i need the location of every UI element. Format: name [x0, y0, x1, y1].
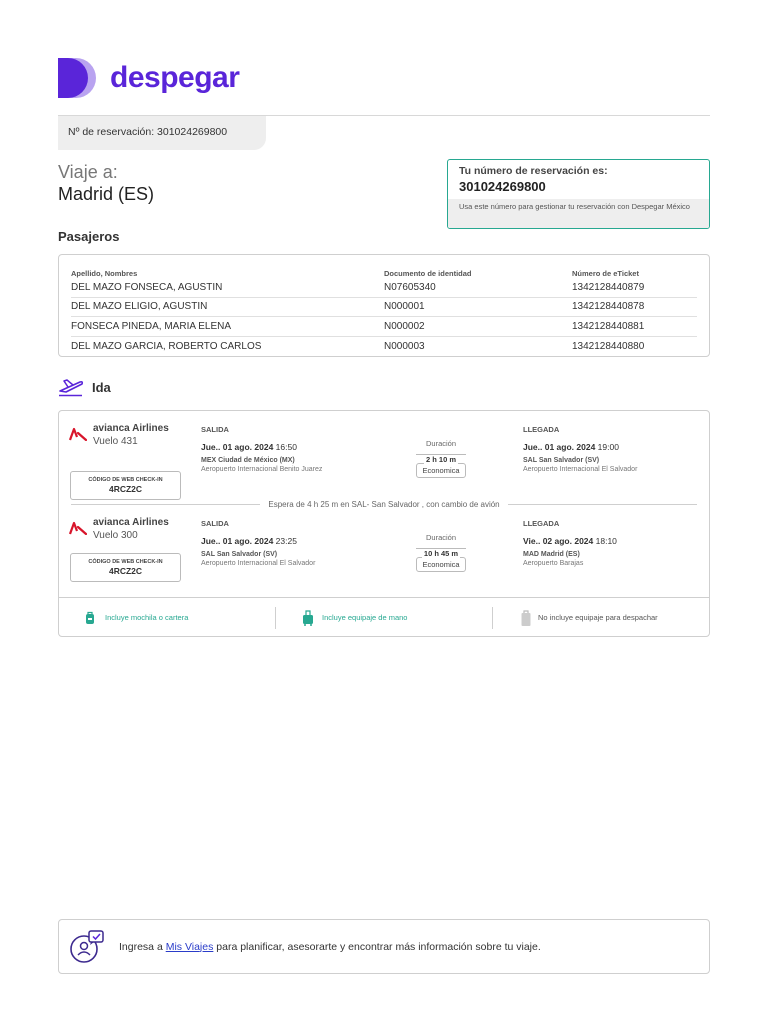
checkin-code-box	[70, 553, 181, 582]
passengers-title: Pasajeros	[58, 229, 120, 244]
arrival-column	[523, 519, 617, 567]
header-eticket: Número de eTicket	[572, 269, 639, 278]
airline-block	[69, 517, 169, 541]
arrival-airport: Aeropuerto Internacional El Salvador	[523, 466, 638, 473]
departure-column	[201, 425, 322, 473]
departure-airport: Aeropuerto Internacional El Salvador	[201, 560, 316, 567]
backpack-icon	[85, 611, 95, 624]
passengers-table	[58, 254, 710, 357]
baggage-item-carry-on	[276, 598, 492, 638]
checked-bag-icon	[521, 610, 531, 626]
departure-time: 16:50	[275, 442, 297, 452]
footer-prefix: Ingresa a	[119, 940, 166, 953]
passenger-document: N000002	[384, 320, 425, 332]
passenger-name: DEL MAZO FONSECA, AGUSTIN	[71, 281, 223, 293]
table-row	[71, 278, 697, 298]
airline-name: avianca Airlines	[93, 517, 169, 528]
duration-label: Duración	[425, 533, 456, 542]
cabin-class: Economica	[416, 557, 465, 572]
passenger-document: N07605340	[384, 281, 436, 293]
reservation-box-label: Tu número de reservación es:	[459, 165, 608, 177]
cabin-class: Economica	[416, 463, 465, 478]
flight-number: Vuelo 300	[93, 530, 138, 541]
passenger-document: N000003	[384, 340, 425, 352]
footer-suffix: para planificar, asesorarte y encontrar más información sobre tu viaje.	[213, 940, 541, 953]
traveler-support-icon	[69, 929, 105, 965]
duration-block	[416, 439, 466, 478]
ida-title: Ida	[92, 379, 111, 395]
checkin-label: CÓDIGO DE WEB CHECK-IN	[88, 559, 163, 565]
duration-value: 10 h 45 m	[423, 549, 459, 558]
departure-time: 23:25	[275, 536, 297, 546]
arrival-column	[523, 425, 637, 473]
carry-on-icon	[302, 610, 314, 626]
departure-airport: Aeropuerto Internacional Benito Juarez	[201, 466, 323, 473]
baggage-text: Incluye mochila o cartera	[105, 613, 189, 622]
brand-name: despegar	[110, 61, 240, 94]
despegar-logo	[58, 58, 239, 98]
header-document: Documento de identidad	[384, 269, 472, 278]
connection-text: Espera de 4 h 25 m en SAL- San Salvador , con cambio de avión	[268, 499, 500, 509]
passenger-name: DEL MAZO GARCIA, ROBERTO CARLOS	[71, 340, 262, 352]
footer-banner	[58, 919, 710, 974]
arrival-date: Vie.. 02 ago. 2024	[523, 536, 594, 546]
arrival-code: SAL San Salvador (SV)	[523, 457, 600, 464]
arrival-time: 18:10	[595, 536, 617, 546]
header-name: Apellido, Nombres	[71, 269, 138, 278]
baggage-info	[59, 597, 709, 637]
table-row	[71, 337, 697, 357]
passengers-table-header	[71, 264, 697, 278]
flight-segment	[59, 517, 709, 597]
flight-itinerary	[58, 410, 710, 637]
arrival-airport: Aeropuerto Barajas	[523, 560, 584, 567]
checkin-code: 4RCZ2C	[108, 566, 143, 576]
reservation-number-tab: Nº de reservación: 301024269800	[58, 116, 266, 150]
departure-title: SALIDA	[201, 519, 229, 528]
passenger-eticket: 1342128440878	[572, 301, 645, 313]
duration-label: Duración	[425, 439, 456, 448]
passenger-eticket: 1342128440880	[572, 340, 645, 352]
passenger-document: N000001	[384, 301, 425, 313]
reservation-box	[447, 159, 710, 229]
duration-block	[416, 533, 466, 572]
airline-name: avianca Airlines	[93, 423, 169, 434]
mis-viajes-link[interactable]: Mis Viajes	[165, 940, 214, 953]
baggage-item-checked	[493, 598, 658, 638]
passenger-eticket: 1342128440881	[572, 320, 645, 332]
arrival-time: 19:00	[597, 442, 619, 452]
passenger-name: DEL MAZO ELIGIO, AGUSTIN	[71, 301, 208, 313]
connection-info	[71, 497, 697, 511]
baggage-item-backpack	[59, 598, 275, 638]
baggage-text: Incluye equipaje de mano	[322, 613, 408, 622]
passenger-name: FONSECA PINEDA, MARIA ELENA	[71, 320, 232, 332]
reservation-box-number: 301024269800	[459, 179, 546, 194]
departure-column	[201, 519, 315, 567]
trip-destination: Madrid (ES)	[58, 184, 155, 204]
departure-date: Jue.. 01 ago. 2024	[201, 442, 274, 452]
departure-date: Jue.. 01 ago. 2024	[201, 536, 274, 546]
arrival-title: LLEGADA	[523, 425, 560, 434]
arrival-title: LLEGADA	[523, 519, 560, 528]
ida-header	[58, 377, 111, 397]
table-row	[71, 298, 697, 318]
flight-segment	[59, 423, 709, 503]
departure-code: MEX Ciudad de México (MX)	[201, 457, 295, 464]
avianca-logo-icon	[69, 427, 87, 441]
despegar-logo-icon	[58, 58, 98, 98]
arrival-code: MAD Madrid (ES)	[523, 551, 580, 558]
checkin-label: CÓDIGO DE WEB CHECK-IN	[88, 477, 163, 483]
departure-title: SALIDA	[201, 425, 229, 434]
airline-block	[69, 423, 169, 447]
trip-label: Viaje a:	[58, 162, 118, 182]
checkin-code-box	[70, 471, 181, 500]
flight-number: Vuelo 431	[93, 436, 138, 447]
passenger-eticket: 1342128440879	[572, 281, 645, 293]
departure-code: SAL San Salvador (SV)	[201, 551, 278, 558]
checkin-code: 4RCZ2C	[108, 484, 143, 494]
avianca-logo-icon	[69, 521, 87, 535]
plane-departure-icon	[58, 377, 84, 397]
reservation-box-note: Usa este número para gestionar tu reservación con Despegar México	[448, 199, 709, 228]
baggage-text: No incluye equipaje para despachar	[538, 613, 658, 622]
duration-value: 2 h 10 m	[425, 455, 456, 464]
arrival-date: Jue.. 01 ago. 2024	[523, 442, 596, 452]
footer-text	[119, 941, 541, 953]
table-row	[71, 317, 697, 337]
